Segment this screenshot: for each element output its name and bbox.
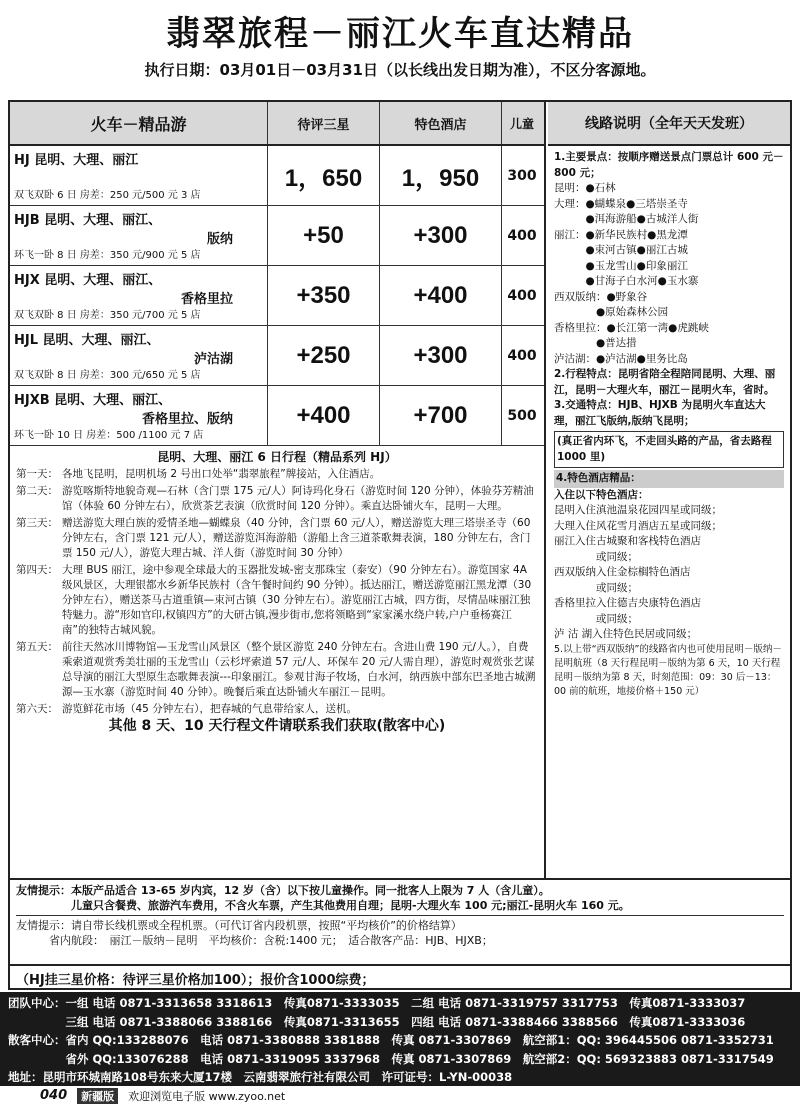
price-hotel: +400 [380,266,502,325]
contact-line: 团队中心：一组 电话 0871-3313658 3318613 传真0871-3333035 二组 电话 0871-3319757 3317753 传真0871-3333037 [8,996,746,1010]
product-name-cont: 泸沽湖 [193,352,233,367]
hotel-line: 丽江入住古城聚和客栈特色酒店 [554,535,701,547]
product-name: HJ 昆明、大理、丽江 [14,153,139,168]
attraction-line: 西双版纳：●野象谷 [554,290,648,303]
hotel-line: 大理入住风花雪月酒店五星或同级； [554,519,722,532]
product-sub: 双飞双卧 6 日 房差：250 元/500 元 3 店 [14,190,201,201]
itinerary [10,446,544,738]
itinerary-day [16,702,538,717]
day-text: 前往天然冰川博物馆—玉龙雪山风景区（整个景区游览 240 分钟左右。含进山费 190 元/人。），自费乘索道观赏秀美壮丽的玉龙雪山（云杉坪索道 57 元/人、环保车 20 元/人需自理），游览时观赏张艺谋总导演的丽江大型原生态歌舞表演---印象丽江。参观甘海子牧场，白水河，纳西族中部东巴圣地古城溯源—玉水寨（游览时间 40 分钟）。晚餐后乘直达卧铺火车丽江－昆明。 [62,641,536,698]
product-sub: 环飞一卧 10 日 房差：500 /1100 元 7 店 [14,430,204,441]
page-footer [0,1086,800,1105]
attraction-line: ●束河古镇●丽江古城 [554,244,688,256]
section-transport: 3.交通特点：HJB、HJXB 为昆明火车直达大理，丽江飞版纳,版纳飞昆明； [554,399,766,427]
contact-line: 三组 电话 0871-3388066 3388166 传真0871-3313655 四组 电话 0871-3388466 3388566 传真0871-3333036 [8,1014,746,1029]
attraction-line: 昆明：●石林 [554,182,616,194]
price-child: 300 [507,167,537,184]
product-sub: 环飞一卧 8 日 房差：350 元/900 元 5 店 [14,250,201,261]
col-header-child: 儿童 [509,116,534,131]
price-three-star: 1，650 [268,146,380,205]
itinerary-day [16,516,538,561]
attraction-line: 香格里拉：●长江第一湾●虎跳峡 [554,321,709,334]
hotel-line: 或同级； [554,550,638,563]
itinerary-day [16,563,538,638]
route-notes [548,102,790,878]
product-row [10,266,544,326]
section-flight-note: 5.以上带“西双版纳”的线路省内也可使用昆明－版纳－昆明航班（8 天行程昆明－版纳为第 6 天，10 天行程昆明－版纳为第 8 天，时刻范围：09：30 后－13：00 前的航班，地接价格＋150 元） [554,643,782,697]
attraction-line: ●洱海游船●古城洋人街 [554,213,699,225]
attraction-line: ●玉龙雪山●印象丽江 [554,259,688,272]
day-label: 第一天： [16,468,58,480]
route-notes-title: 线路说明（全年天天发班） [548,102,790,146]
product-name-cell [10,206,268,265]
attraction-line: 大理：●蝴蝶泉●三塔崇圣寺 [554,197,688,210]
price-note: （HJ挂三星价格：待评三星价格加100）；报价含1000综费； [8,966,792,990]
tip-line: 友情提示：请自带长线机票或全程机票。（可代订省内段机票，按照“平均核价”的价格结算） [16,919,462,932]
itinerary-day [16,467,538,482]
hotel-line: 昆明入住滇池温泉花园四星或同级； [554,504,722,516]
itinerary-day [16,484,538,514]
col-header-three-star: 待评三星 [268,102,380,144]
execution-date: 执行日期：03月01日－03月31日（以长线出发日期为准），不区分客源地。 [144,61,656,79]
hotel-line: 香格里拉入住德吉央康特色酒店 [554,597,701,609]
tip-line: 儿童只含餐费、旅游汽车费用，不含火车票，产生其他费用自理；昆明-大理火车 100 元;丽江-昆明火车 160 元。 [16,899,630,912]
price-three-star: +350 [268,266,380,325]
section-attractions: 1.主要景点：按顺序赠送景点门票总计 600 元－800 元； [554,151,784,179]
day-text: 游览鲜花市场（45 分钟左右），把春城的气息带给家人，送机。 [62,703,357,715]
hotel-line: 泸 沽 湖入住特色民居或同级； [554,628,698,640]
product-sub: 双飞双卧 8 日 房差：300 元/650 元 5 店 [14,370,201,381]
price-three-star: +50 [268,206,380,265]
day-text: 大理 BUS 丽江，途中参观全球最大的玉器批发城-密支那珠宝（泰安）（90 分钟左右）。游览国家 4A 级风景区，大理银都水乡新华民族村（含午餐时间约 90 分钟）。抵达丽江，赠送游览丽江黑龙潭（30 分钟左右），赠送茶马古道重镇—束河古镇（30 分钟左右）。游览丽江古城，四方街，尽情品味丽江独特魅力。游“形如官印,权镇四方”的大研古镇,漫步街市,您将领略到“家家溪水绕户转,户户垂杨赛江南”的独特古城风貌。 [62,564,532,636]
tip-line: 友情提示：本版产品适合 13-65 岁内宾，12 岁（含）以下按儿童操作。同一批客人上限为 7 人（含儿童）。 [16,884,550,897]
itinerary-title: 昆明、大理、丽江 6 日行程（精品系列 HJ） [157,450,397,464]
contact-panel [0,992,800,1086]
day-label: 第三天： [16,517,58,529]
hotel-line: 或同级； [554,581,638,594]
price-hotel: +300 [380,206,502,265]
product-row [10,146,544,206]
price-child: 500 [507,407,537,424]
contact-line: 散客中心：省内 QQ:133288076 电话 0871-3380888 3381888 传真 0871-3307869 航空部1：QQ: 396445506 0871-3352731 [8,1033,774,1047]
price-child: 400 [507,347,537,364]
hotel-line: 或同级； [554,612,638,625]
contact-line: 省外 QQ:133076288 电话 0871-3319095 3337968 传真 0871-3307869 航空部2：QQ: 569323883 0871-3317549 [8,1051,774,1066]
transport-note: (真正省内环飞，不走回头路的产品，省去路程 1000 里) [554,431,784,468]
product-name-cont: 版纳 [206,232,233,247]
website-link[interactable]: 欢迎浏览电子版 www.zyoo.net [128,1089,286,1103]
product-row [10,206,544,266]
product-row [10,386,544,446]
day-text: 游览喀斯特地貌奇观—石林（含门票 175 元/人）阿诗玛化身石（游览时间 120 分钟），体验芬芳精油馆（体验 60 分钟左右），欣赏茶艺表演（欣赏时间 120 分钟）。乘直达卧铺火车，昆明－大理。 [62,485,534,512]
page-number: 040 [40,1088,68,1103]
product-sub: 双飞双卧 8 日 房差：350 元/700 元 5 店 [14,310,201,321]
hotels-title: 入住以下特色酒店： [554,488,649,501]
tip-line: 省内航段： 丽江－版纳－昆明 平均核价：含税:1400 元； 适合散客产品：HJB、HJXB； [16,934,493,947]
itinerary-footer: 其他 8 天、10 天行程文件请联系我们获取(散客中心) [108,718,446,734]
product-name-cell [10,266,268,325]
product-row [10,326,544,386]
day-label: 第二天： [16,485,58,497]
day-label: 第六天： [16,703,58,715]
main-panel [8,100,792,880]
attraction-line: ●原始森林公园 [554,306,669,318]
product-name-cont: 香格里拉、版纳 [141,412,233,427]
price-hotel: +300 [380,326,502,385]
attraction-line: ●甘海子白水河●玉水寨 [554,275,699,287]
day-text: 各地飞昆明，昆明机场 2 号出口处举“翡翠旅程”牌接站，入住酒店。 [62,468,381,480]
price-child: 400 [507,287,537,304]
day-label: 第五天： [16,641,58,653]
col-header-product: 火车－精品游 [10,102,268,144]
price-table [10,102,546,878]
product-name: HJX 昆明、大理、丽江、 [14,273,162,288]
itinerary-day [16,640,538,700]
contact-line: 地址：昆明市环城南路108号东来大厦17楼 云南翡翠旅行社有限公司 许可证号：L-YN-00038 [8,1070,513,1084]
product-name: HJXB 昆明、大理、丽江、 [14,393,172,408]
product-name-cont: 香格里拉 [180,292,233,307]
attraction-line: ●普达措 [554,337,637,349]
tips-panel [8,878,792,966]
table-header [10,102,544,146]
edition-logo: 新疆版 [77,1088,118,1104]
product-name: HJB 昆明、大理、丽江、 [14,213,162,228]
product-name-cell [10,386,268,445]
hotel-line: 西双版纳入住金棕榈特色酒店 [554,566,691,578]
product-name-cell [10,326,268,385]
product-name: HJL 昆明、大理、丽江、 [14,333,160,348]
page-title: 翡翠旅程－丽江火车直达精品 [166,14,634,54]
price-hotel: 1，950 [380,146,502,205]
header [0,0,800,79]
section-features: 2.行程特点：昆明省陪全程陪同昆明、大理、丽江，昆明－大理火车，丽江－昆明火车，省时。 [554,368,776,396]
col-header-hotel: 特色酒店 [380,102,502,144]
day-text: 赠送游览大理白族的爱情圣地—蝴蝶泉（40 分钟，含门票 60 元/人），赠送游览大理三塔崇圣寺（60 分钟左右，含门票 121 元/人），赠送游览洱海游船（游船上含三道茶歌舞表演，180 分钟左右，含门票 150 元/人），游览大理古城、洋人街（游览时间 30 分钟） [62,517,531,559]
price-child: 400 [507,227,537,244]
product-name-cell [10,146,268,205]
section-hotels: 4.特色酒店精品： [554,470,784,488]
price-three-star: +250 [268,326,380,385]
attraction-line: 泸沽湖：●泸沽湖●里务比岛 [554,352,688,365]
attraction-line: 丽江：●新华民族村●黑龙潭 [554,228,688,241]
price-three-star: +400 [268,386,380,445]
day-label: 第四天： [16,564,58,576]
price-hotel: +700 [380,386,502,445]
